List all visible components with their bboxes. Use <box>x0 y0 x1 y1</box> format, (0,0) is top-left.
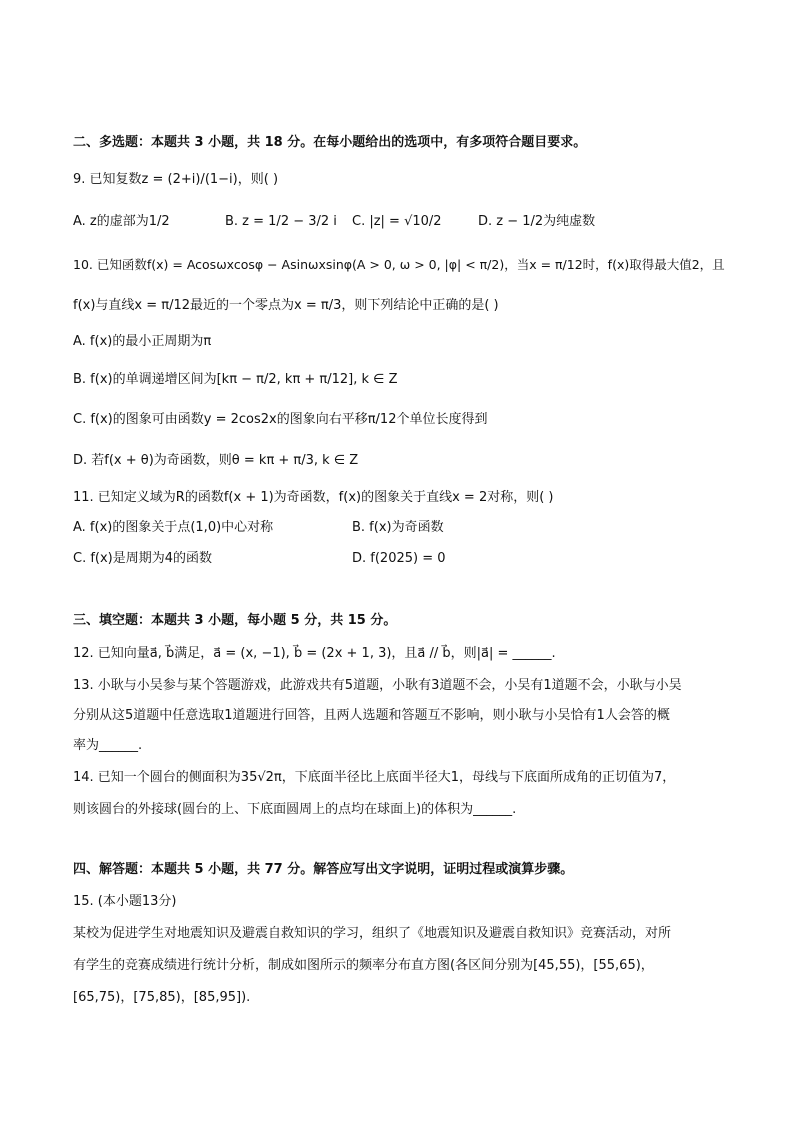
section-multi-choice-heading: 二、多选题：本题共 3 小题，共 18 分。在每小题给出的选项中，有多项符合题目要求。 <box>73 135 587 150</box>
question-14-line-2: 则该圆台的外接球(圆台的上、下底面圆周上的点均在球面上)的体积为______. <box>73 802 517 817</box>
question-9-option-b: B. z = 1/2 − 3/2 i <box>225 214 337 229</box>
question-15-line-2: 有学生的竞赛成绩进行统计分析，制成如图所示的频率分布直方图(各区间分别为[45,55)，[55,65)， <box>73 958 654 973</box>
question-15-line-1: 某校为促进学生对地震知识及避震自救知识的学习，组织了《地震知识及避震自救知识》竞赛活动，对所 <box>73 926 672 941</box>
question-9-option-c: C. |z| = √10/2 <box>352 214 442 229</box>
question-10-option-c: C. f(x)的图象可由函数y = 2cos2x的图象向右平移π/12个单位长度得到 <box>73 412 488 427</box>
question-15-heading: 15. (本小题13分) <box>73 894 177 909</box>
question-14-line-1: 14. 已知一个圆台的侧面积为35√2π，下底面半径比上底面半径大1，母线与下底面所成角的正切值为7， <box>73 770 676 785</box>
question-13-line-2: 分别从这5道题中任意选取1道题进行回答，且两人选题和答题互不影响，则小耿与小吴恰有1人会答的概 <box>73 708 670 723</box>
question-11-option-c: C. f(x)是周期为4的函数 <box>73 551 213 566</box>
question-10-stem-line-2: f(x)与直线x = π/12最近的一个零点为x = π/3，则下列结论中正确的是( ) <box>73 298 499 313</box>
question-11-stem: 11. 已知定义域为R的函数f(x + 1)为奇函数，f(x)的图象关于直线x = 2对称，则( ) <box>73 490 554 505</box>
question-13-line-3: 率为______. <box>73 738 143 753</box>
question-9-stem: 9. 已知复数z = (2+i)/(1−i)，则( ) <box>73 172 279 187</box>
question-10-stem-line-1: 10. 已知函数f(x) = Acosωxcosφ − Asinωxsinφ(A > 0, ω > 0, |φ| < π/2)，当x = π/12时，f(x)取得最大值2，且 <box>73 257 725 272</box>
question-10-option-d: D. 若f(x + θ)为奇函数，则θ = kπ + π/3, k ∈ Z <box>73 453 359 468</box>
question-11-option-a: A. f(x)的图象关于点(1,0)中心对称 <box>73 520 274 535</box>
question-9-option-d: D. z − 1/2为纯虚数 <box>478 214 596 229</box>
question-10-option-b: B. f(x)的单调递增区间为[kπ − π/2, kπ + π/12], k ∈ Z <box>73 372 398 387</box>
question-9-option-a: A. z的虚部为1/2 <box>73 214 170 229</box>
question-12: 12. 已知向量a⃗, b⃗满足，a⃗ = (x, −1), b⃗ = (2x + 1, 3)，且a⃗ // b⃗，则|a⃗| = ______. <box>73 646 556 661</box>
question-13-line-1: 13. 小耿与小吴参与某个答题游戏，此游戏共有5道题，小耿有3道题不会，小吴有1道题不会，小耿与小吴 <box>73 678 682 693</box>
question-11-option-d: D. f(2025) = 0 <box>352 551 446 566</box>
section-answer-heading: 四、解答题：本题共 5 小题，共 77 分。解答应写出文字说明，证明过程或演算步骤。 <box>73 862 574 877</box>
question-10-option-a: A. f(x)的最小正周期为π <box>73 334 212 349</box>
section-fill-blank-heading: 三、填空题：本题共 3 小题，每小题 5 分，共 15 分。 <box>73 613 397 628</box>
question-15-line-3: [65,75)，[75,85)，[85,95]). <box>73 990 251 1005</box>
question-11-option-b: B. f(x)为奇函数 <box>352 520 444 535</box>
